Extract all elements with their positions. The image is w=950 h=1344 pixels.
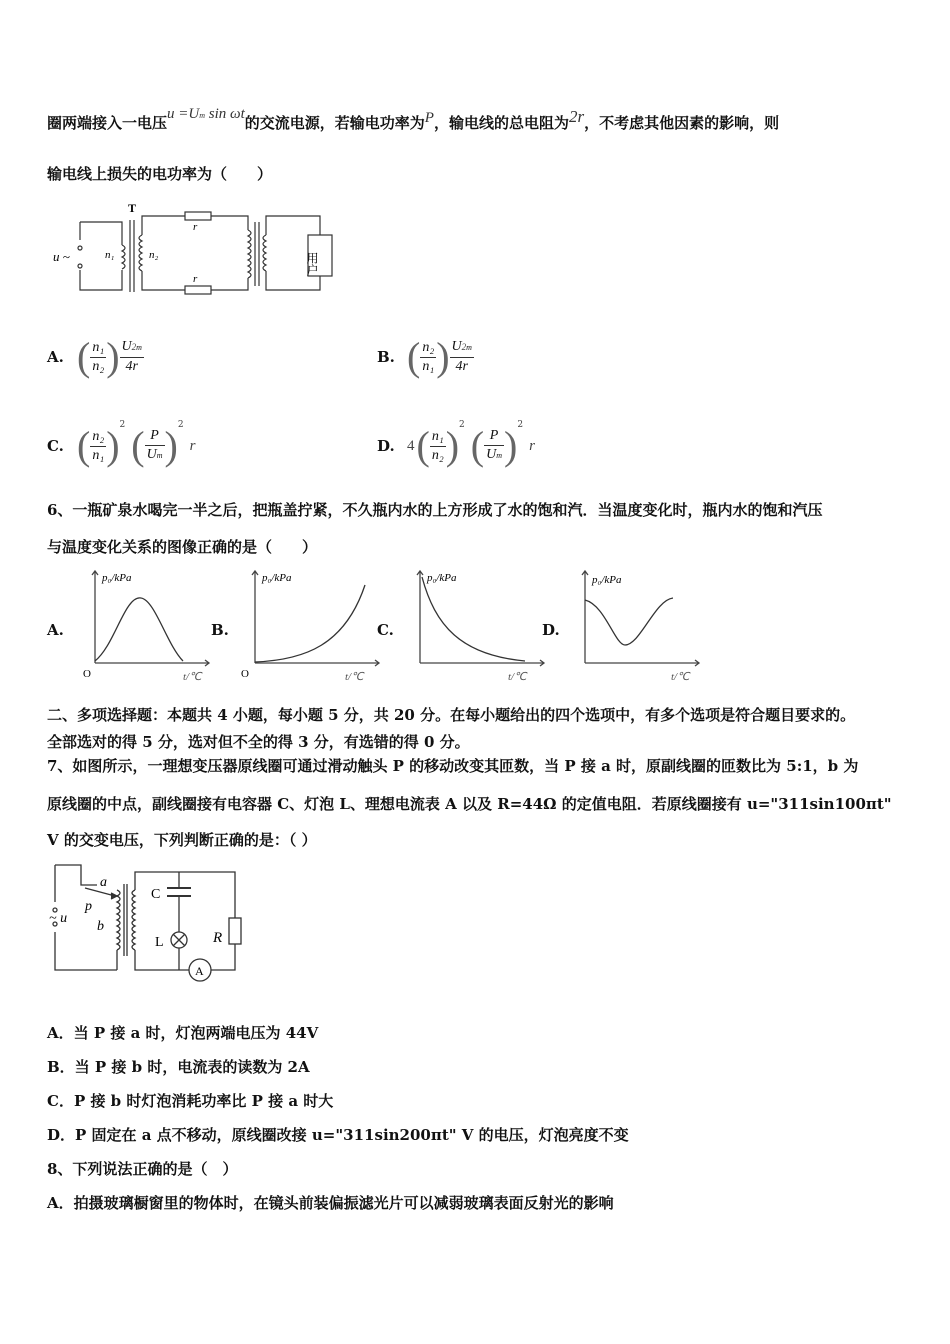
power-fraction (450, 338, 474, 376)
pressure-curve (422, 577, 525, 661)
option-letter: D. (377, 437, 395, 455)
x-axis-label: t/℃ (183, 671, 202, 683)
pressure-curve (585, 598, 673, 645)
q5-formula-u (167, 106, 245, 122)
ratio-fraction (90, 339, 106, 376)
label-n1: n₁ (105, 249, 115, 261)
p-symbol: P (484, 427, 504, 446)
origin-label: O (83, 668, 91, 680)
pressure-curve (95, 598, 183, 661)
q5-option-b[interactable] (377, 334, 474, 380)
label-u: u ~ (53, 249, 70, 264)
u-subscript: m (466, 343, 472, 352)
y-axis-label: p₀/kPa (592, 574, 622, 586)
q5-symbol-P: P (424, 110, 434, 126)
p-symbol: P (145, 427, 165, 446)
q6-graph-c[interactable] (400, 565, 550, 685)
section2-line2: 全部选对的得 5 分，选对但不全的得 3 分，有选错的得 0 分。 (47, 733, 470, 751)
q5-line1-mid2: ，输电线的总电阻为 (433, 114, 569, 132)
right-paren: ) (106, 334, 120, 379)
formula-u-sub: m (199, 111, 206, 120)
label-r-top: r (193, 221, 198, 233)
y-axis-label: p₀/kPa (427, 572, 457, 584)
q7-line3: V 的交变电压，下列判断正确的是：（ ） (47, 831, 317, 849)
left-paren: ( (77, 334, 91, 379)
label-T: T (128, 201, 137, 215)
formula-u-post: sin ωt (205, 106, 245, 122)
q7-option-b[interactable]: B．当 P 接 b 时，电流表的读数为 2A (47, 1058, 310, 1076)
right-paren: ) (504, 423, 518, 468)
u-subscript: m (156, 451, 163, 460)
q6-graph-a[interactable] (75, 565, 215, 685)
r-symbol: r (529, 437, 535, 454)
label-L: L (155, 935, 164, 950)
q5-line1-end: ，不考虑其他因素的影响，则 (584, 114, 780, 132)
y-axis-label: p₀/kPa (262, 572, 292, 584)
coefficient: 4 (407, 437, 415, 454)
label-b: b (97, 919, 104, 934)
q8-stem: 8、下列说法正确的是（ ） (47, 1160, 238, 1178)
label-a: a (100, 875, 107, 890)
u-exponent: 2 (461, 342, 467, 352)
ratio-denominator: n₁ (422, 358, 435, 374)
resistor (229, 918, 241, 944)
q7-option-c[interactable]: C．P 接 b 时灯泡消耗功率比 P 接 a 时大 (47, 1092, 334, 1110)
u-subscript: m (496, 451, 502, 460)
q5-option-a[interactable] (47, 334, 144, 380)
x-axis-label: t/℃ (345, 671, 364, 683)
ratio-denominator: n₁ (92, 447, 105, 463)
u-symbol: U (451, 339, 462, 354)
option-letter: C. (47, 437, 64, 455)
primary-coil (117, 890, 120, 950)
ratio-numerator: n₁ (430, 428, 446, 447)
left-paren: ( (407, 334, 421, 379)
origin-label: O (241, 668, 249, 680)
q7-line1: 7、如图所示，一理想变压器原线圈可通过滑动触头 P 的移动改变其匝数，当 P 接 a 时，原副线圈的匝数比为 5:1，b 为 (47, 757, 859, 775)
x-axis-label: t/℃ (508, 671, 527, 683)
q5-line1-mid: 的交流电源，若输电功率为 (244, 114, 425, 132)
secondary-coil (132, 890, 135, 950)
label-A: A (195, 964, 204, 978)
right-paren: ) (164, 423, 178, 468)
option-letter: B. (377, 348, 395, 366)
q6-graph-d[interactable] (565, 565, 705, 685)
power-denominator: 4r (125, 359, 138, 374)
label-u: ~ u (49, 911, 68, 926)
ratio-denominator: n₂ (92, 358, 105, 374)
q5-line1 (47, 106, 780, 133)
label-R: R (213, 930, 223, 946)
q8-option-a[interactable]: A．拍摄玻璃橱窗里的物体时，在镜头前装偏振滤光片可以减弱玻璃表面反射光的影响 (47, 1194, 614, 1212)
option-letter: A. (47, 348, 64, 366)
ratio-exponent: 2 (119, 420, 126, 430)
u-symbol: U (486, 447, 497, 462)
u-exponent: 2 (131, 342, 137, 352)
q5-transmission-circuit (50, 200, 340, 300)
r-symbol: r (189, 437, 196, 454)
q6-option-c-letter[interactable]: C. (377, 621, 394, 639)
ratio-fraction (420, 339, 436, 376)
q7-transformer-circuit (45, 860, 255, 990)
q7-option-a[interactable]: A．当 P 接 a 时，灯泡两端电压为 44V (47, 1024, 319, 1042)
q6-graph-b[interactable] (235, 565, 385, 685)
ratio-fraction (90, 428, 106, 465)
y-axis-label: p₀/kPa (102, 572, 132, 584)
right-paren: ) (106, 423, 120, 468)
ratio-numerator: n₁ (90, 339, 106, 358)
q5-option-c[interactable] (47, 418, 195, 474)
right-paren: ) (445, 423, 460, 468)
ratio-fraction (430, 428, 446, 465)
q5-option-d[interactable] (377, 418, 535, 474)
q5-line2: 输电线上损失的电功率为（ ） (47, 165, 273, 183)
q5-line1-pre: 圈两端接入一电压 (47, 114, 168, 132)
label-r-bottom: r (193, 273, 198, 285)
pu-exponent: 2 (177, 420, 184, 430)
pu-fraction (484, 427, 504, 465)
u-symbol: U (146, 447, 157, 462)
formula-u-main: u =U (167, 106, 200, 122)
left-paren: ( (131, 423, 145, 468)
pressure-curve (255, 585, 365, 662)
q7-option-d[interactable]: D．P 固定在 a 点不移动，原线圈改接 u="311sin200πt" V 的电压，灯泡亮度不变 (47, 1126, 629, 1144)
ratio-numerator: n₂ (90, 428, 106, 447)
q6-option-b-letter[interactable]: B. (211, 621, 229, 639)
q7-line2: 原线圈的中点，副线圈接有电容器 C、灯泡 L、理想电流表 A 以及 R=44Ω 的定值电阻．若原线圈接有 u="311sin100πt" (47, 795, 892, 813)
left-paren: ( (416, 423, 430, 468)
secondary-wire (135, 872, 235, 970)
label-p: p (85, 899, 92, 914)
q6-line1: 6、一瓶矿泉水喝完一半之后，把瓶盖拧紧，不久瓶内水的上方形成了水的饱和汽．当温度变化时，瓶内水的饱和汽压 (47, 501, 823, 519)
x-axis-label: t/℃ (671, 671, 690, 683)
power-denominator: 4r (455, 359, 468, 374)
section2-line1: 二、多项选择题：本题共 4 小题，每小题 5 分，共 20 分。在每小题给出的四个选项中，有多个选项是符合题目要求的。 (47, 706, 856, 724)
label-C: C (151, 887, 161, 902)
ratio-denominator: n₂ (431, 447, 444, 463)
q6-option-d-letter[interactable]: D. (542, 621, 560, 639)
q6-line2: 与温度变化关系的图像正确的是（ ） (47, 538, 318, 556)
q5-symbol-2r: 2r (568, 107, 585, 126)
power-fraction (120, 338, 144, 376)
u-subscript: m (136, 343, 142, 352)
u-symbol: U (121, 339, 132, 354)
pu-exponent: 2 (517, 420, 524, 430)
ratio-exponent: 2 (459, 420, 465, 430)
ratio-numerator: n₂ (420, 339, 436, 358)
q6-option-a-letter[interactable]: A. (47, 621, 64, 639)
left-paren: ( (470, 423, 485, 468)
right-paren: ) (436, 334, 450, 379)
label-user: 用户 (305, 252, 319, 276)
pu-fraction (145, 427, 165, 465)
left-paren: ( (77, 423, 91, 468)
label-n2: n₂ (149, 249, 159, 261)
